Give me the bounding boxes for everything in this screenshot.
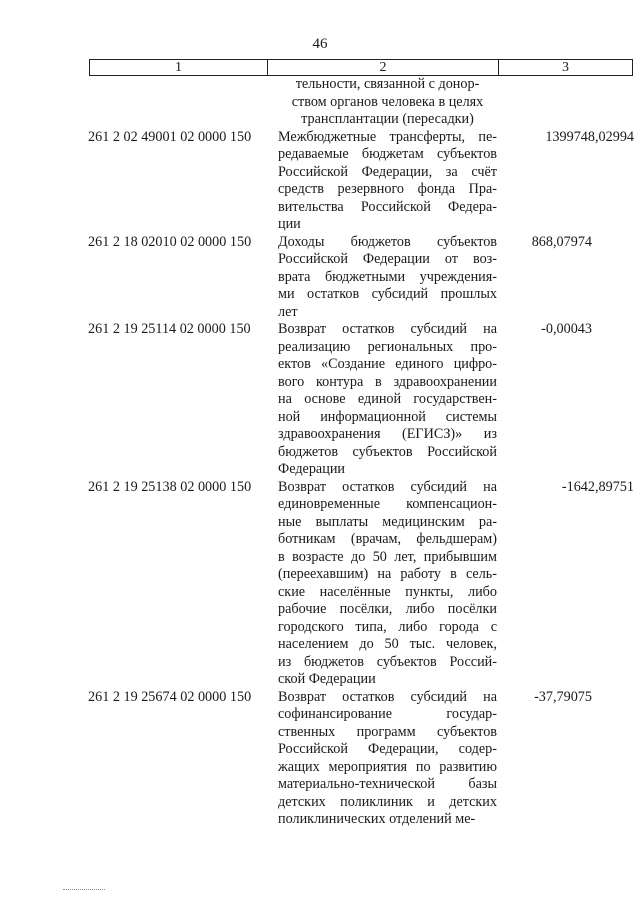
table-column-header [89,59,633,76]
row-value: -0,00043 [541,321,592,337]
description-line: Российской Федерации, содер- [278,741,497,757]
description-line: в возрасте до 50 лет, прибывшим [278,548,497,565]
row-code: 261 2 19 25674 02 0000 150 [88,688,252,705]
description-line: ные выплаты медицинским ра- [278,513,497,530]
description-line: населением до 50 тыс. человек, [278,636,497,652]
description-line: Межбюджетные трансферты, пе- [278,128,497,145]
row-code: 261 2 18 02010 02 0000 150 [88,233,252,250]
description-line: ботникам (врачам, фельдшерам) [278,531,497,547]
description-line: из бюджетов субъектов Россий- [278,653,497,670]
row-value: 868,07974 [531,233,592,250]
table-row [0,689,640,829]
description-line: лет [278,303,298,320]
description-line: реализацию региональных про- [278,338,497,355]
description-line: жащих мероприятия по развитию [278,758,497,775]
description-line: софинансирование государ- [278,706,497,722]
row-description [278,76,497,129]
footer-mark [63,885,105,890]
description-line: ской Федерации [278,671,376,687]
row-description [278,689,497,829]
description-line: ной информационной системы [278,408,497,425]
table-row [0,76,640,129]
description-line: на основе единой государствен- [278,391,497,407]
row-code: 261 2 02 49001 02 0000 150 [88,128,252,145]
description-line: ции [278,216,301,232]
description-line: материально-технической базы [278,776,497,792]
description-line: средств резервного фонда Пра- [278,181,497,197]
column-header-2: 2 [268,60,499,75]
description-line: ми остатков субсидий прошлых [278,286,497,302]
description-line: вительства Российской Федера- [278,198,497,215]
description-line: вого контура в здравоохранении [278,373,497,390]
description-line: детских поликлиник и детских [278,793,497,810]
row-description [278,129,497,234]
row-value: 1399748,02994 [545,128,634,145]
description-line: (переехавшим) на работу в сель- [278,566,497,582]
row-code: 261 2 19 25114 02 0000 150 [88,321,251,337]
description-line: ектов «Создание единого цифро- [278,356,497,372]
row-value: -1642,89751 [561,478,634,495]
page-number: 46 [312,36,328,52]
table-row [0,479,640,689]
column-header-3: 3 [562,60,569,75]
description-line: поликлинических отделений ме- [278,811,476,827]
table-row [0,129,640,234]
description-line: Возврат остатков субсидий на [278,321,497,337]
description-line: врата бюджетными учреждения- [278,268,497,285]
table-row [0,321,640,479]
row-description [278,479,497,689]
description-line: городского типа, либо города с [278,618,497,635]
description-line: единовременные компенсацион- [278,496,497,512]
description-line: тельности, связанной с донор- [295,76,480,92]
description-line: Федерации [278,461,346,477]
description-line: рабочие посёлки, либо посёлки [278,601,497,617]
description-line: Возврат остатков субсидий на [278,688,497,705]
description-line: здравоохранения (ЕГИСЗ)» из [278,426,497,442]
description-line: Доходы бюджетов субъектов [278,233,497,250]
description-line: ственных программ субъектов [278,723,497,740]
description-line: Российской Федерации, за счёт [278,163,497,180]
description-line: Российской Федерации от воз- [278,251,497,267]
description-line: ством органов человека в целях [291,93,484,110]
row-code: 261 2 19 25138 02 0000 150 [88,478,252,495]
row-value: -37,79075 [534,688,592,705]
row-description [278,321,497,479]
description-line: Возврат остатков субсидий на [278,478,497,495]
description-line: редаваемые бюджетам субъектов [278,146,497,162]
description-line: бюджетов субъектов Российской [278,443,497,460]
column-header-1: 1 [90,60,268,75]
table-body [0,76,640,829]
description-line: трансплантации (пересадки) [301,111,474,127]
description-line: ские населённые пункты, либо [278,583,497,600]
table-row [0,234,640,322]
